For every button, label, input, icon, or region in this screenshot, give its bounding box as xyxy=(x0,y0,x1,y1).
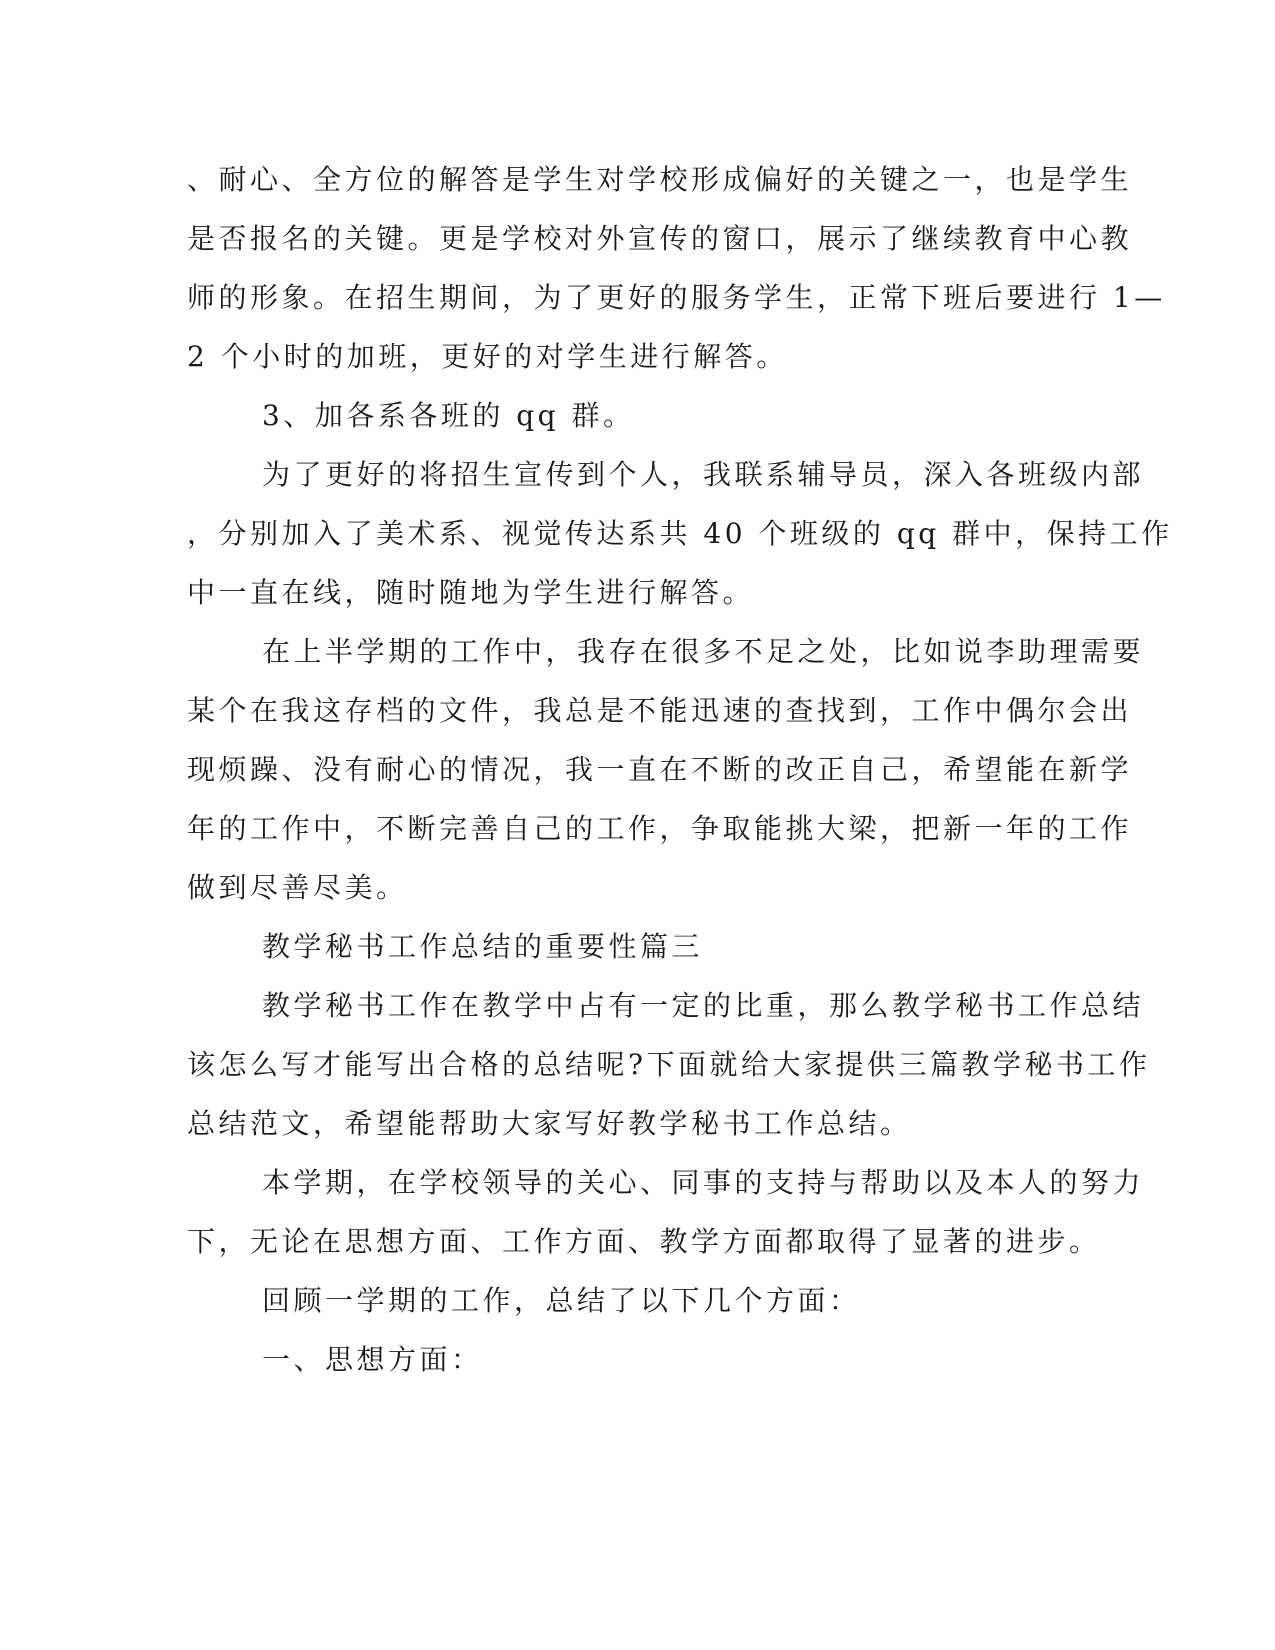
body-text-line: 是否报名的关键。更是学校对外宣传的窗口，展示了继续教育中心教 xyxy=(187,222,1133,255)
section-title: 教学秘书工作总结的重要性篇三 xyxy=(262,930,704,963)
body-text-line: 师的形象。在招生期间，为了更好的服务学生，正常下班后要进行 1— xyxy=(187,281,1166,314)
section-heading: 一、思想方面： xyxy=(262,1343,483,1376)
body-text-line: 做到尽善尽美。 xyxy=(187,871,408,904)
paragraph-start: 本学期，在学校领导的关心、同事的支持与帮助以及本人的努力 xyxy=(262,1166,1145,1199)
body-text-line: 2 个小时的加班，更好的对学生进行解答。 xyxy=(187,340,788,373)
paragraph-start: 在上半学期的工作中，我存在很多不足之处，比如说李助理需要 xyxy=(262,635,1145,668)
body-text-line: ，分别加入了美术系、视觉传达系共 40 个班级的 qq 群中，保持工作 xyxy=(187,517,1173,550)
paragraph-start: 教学秘书工作在教学中占有一定的比重，那么教学秘书工作总结 xyxy=(262,989,1145,1022)
body-text-line: 总结范文，希望能帮助大家写好教学秘书工作总结。 xyxy=(187,1107,912,1140)
body-text-line: 该怎么写才能写出合格的总结呢?下面就给大家提供三篇教学秘书工作 xyxy=(187,1048,1151,1081)
body-text-line: 、耐心、全方位的解答是学生对学校形成偏好的关键之一，也是学生 xyxy=(187,163,1133,196)
paragraph-start: 回顾一学期的工作，总结了以下几个方面： xyxy=(262,1284,861,1317)
body-text-line: 下，无论在思想方面、工作方面、教学方面都取得了显著的进步。 xyxy=(187,1225,1101,1258)
body-text-line: 某个在我这存档的文件，我总是不能迅速的查找到，工作中偶尔会出 xyxy=(187,694,1133,727)
paragraph-start: 为了更好的将招生宣传到个人，我联系辅导员，深入各班级内部 xyxy=(262,458,1145,491)
body-text-line: 现烦躁、没有耐心的情况，我一直在不断的改正自己，希望能在新学 xyxy=(187,753,1133,786)
section-heading: 3、加各系各班的 qq 群。 xyxy=(262,399,635,432)
body-text-line: 中一直在线，随时随地为学生进行解答。 xyxy=(187,576,755,609)
body-text-line: 年的工作中，不断完善自己的工作，争取能挑大梁，把新一年的工作 xyxy=(187,812,1133,845)
